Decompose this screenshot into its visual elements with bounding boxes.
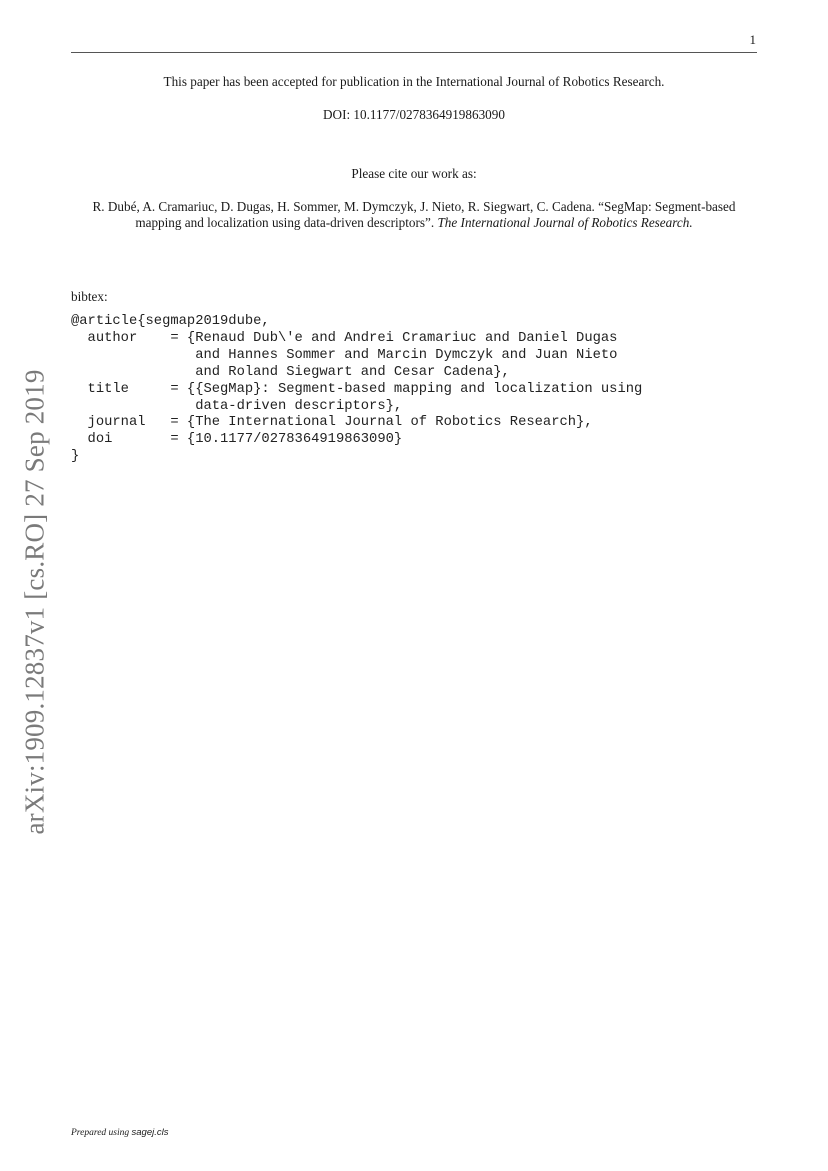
footer-class-file: sagej.cls <box>131 1127 169 1138</box>
arxiv-stamp: arXiv:1909.12837v1 [cs.RO] 27 Sep 2019 <box>19 369 50 835</box>
bibtex-entry: @article{segmap2019dube, author = {Renaud Dub\'e and Andrei Cramariuc and Daniel Dugas and Hannes Sommer and Marcin Dymczyk and Juan Nieto and Roland Siegwart and Cesar Cadena}, title = {{SegMap}: Segment-based mapping and localization using data-driven descriptors}, journal = {The International Journal of Robotics Research}, doi = {10.1177/0278364919863090} } <box>71 314 643 465</box>
citation-authors-title: R. Dubé, A. Cramariuc, D. Dugas, H. Sommer, M. Dymczyk, J. Nieto, R. Siegwart, C. Cadena. “SegMap: Segment-based mapping and localization using data-driven descriptors”. <box>92 199 736 230</box>
cite-prompt: Please cite our work as: <box>351 166 477 181</box>
citation-journal: The International Journal of Robotics Research. <box>437 215 693 230</box>
publication-notice: This paper has been accepted for publication in the International Journal of Robotics Research. <box>163 74 665 89</box>
doi-line: DOI: 10.1177/0278364919863090 <box>323 107 505 122</box>
page-number: 1 <box>749 32 756 47</box>
citation <box>71 199 757 231</box>
footer-prepared: Prepared using <box>71 1128 130 1138</box>
header-rule <box>71 52 757 53</box>
bibtex-label: bibtex: <box>71 289 108 304</box>
footer <box>71 1127 168 1139</box>
